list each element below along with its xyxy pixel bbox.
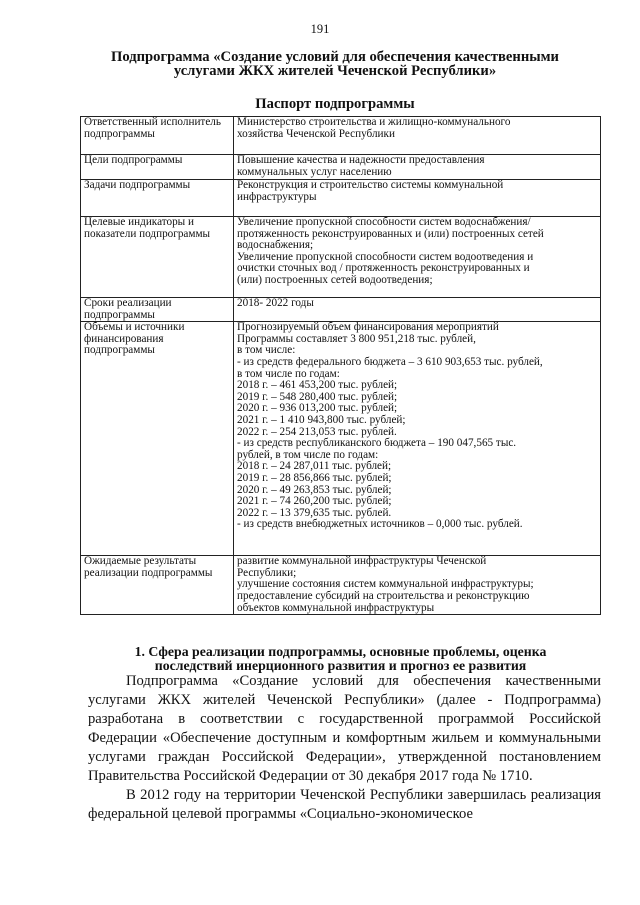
table-row (81, 117, 601, 155)
table-row (81, 322, 601, 556)
table-row (81, 298, 601, 322)
page-number: 191 (310, 22, 330, 36)
document-title (70, 50, 600, 78)
title-line: услугами ЖКХ жителей Чеченской Республики» (173, 63, 497, 79)
row-value: Реконструкция и строительство системы коммунальной инфраструктуры (234, 180, 601, 217)
passport-table (80, 116, 601, 615)
row-label: Ответственный исполнитель подпрограммы (81, 117, 234, 155)
row-label: Ожидаемые результаты реализации подпрограммы (81, 556, 234, 615)
table-row (81, 155, 601, 180)
row-value: развитие коммунальной инфраструктуры Чеченской Республики; улучшение состояния систем коммунальной инфраструктуры; предоставление субсидий на строительства и реконструкцию объектов коммунальной инфраструктуры (234, 556, 601, 615)
paragraph: Подпрограмма «Создание условий для обеспечения качественными услугами ЖКХ жителей Чеченской Республики» (далее - Подпрограмма) разработана в соответствии с государственной программой Российской Федерации «Обеспечение доступным и комфортным жильем и коммунальными услугами граждан Российской Федерации», утвержденной постановлением Правительства Российской Федерации от 30 декабря 2017 года № 1710. (88, 673, 601, 784)
row-label: Сроки реализации подпрограммы (81, 298, 234, 322)
table-row (81, 180, 601, 217)
passport-heading: Паспорт подпрограммы (255, 96, 415, 112)
row-value: Увеличение пропускной способности систем водоснабжения/ протяженность реконструированных и (или) построенных сетей водоснабжения; Увеличение пропускной способности систем водоотведения и очистки сточных вод / протяженность реконструированных и (или) построенных сетей водоотведения; (234, 217, 601, 298)
row-label: Объемы и источники финансирования подпрограммы (81, 322, 234, 556)
section-title: 1. Сфера реализации подпрограммы, основные проблемы, оценка последствий инерционного развития и прогноз ее развития (134, 644, 547, 673)
table-row (81, 556, 601, 615)
title-line: Подпрограмма «Создание условий для обеспечения качественными (111, 49, 559, 65)
row-value: Прогнозируемый объем финансирования мероприятий Программы составляет 3 800 951,218 тыс. рублей, в том числе: - из средств федерального бюджета – 3 610 903,653 тыс. рублей, в том числе по годам: 2018 г. – 461 453,200 тыс. рублей; 2019 г. – 548 280,400 тыс. рублей; 2020 г. – 936 013,200 тыс. рублей; 2021 г. – 1 410 943,800 тыс. рублей; 2022 г. – 254 213,053 тыс. рублей. - из средств республиканского бюджета – 190 047,565 тыс. рублей, в том числе по годам: 2018 г. – 24 287,011 тыс. рублей; 2019 г. – 28 856,866 тыс. рублей; 2020 г. – 49 263,853 тыс. рублей; 2021 г. – 74 260,200 тыс. рублей; 2022 г. – 13 379,635 тыс. рублей. - из средств внебюджетных источников – 0,000 тыс. рублей. (234, 322, 601, 556)
row-value: Повышение качества и надежности предоставления коммунальных услуг населению (234, 155, 601, 180)
row-value: 2018- 2022 годы (234, 298, 601, 322)
row-label: Задачи подпрограммы (81, 180, 234, 217)
row-label: Цели подпрограммы (81, 155, 234, 180)
paragraph: В 2012 году на территории Чеченской Республики завершилась реализация федеральной целевой программы «Социально-экономическое (88, 787, 601, 822)
row-label: Целевые индикаторы и показатели подпрограммы (81, 217, 234, 298)
row-value: Министерство строительства и жилищно-коммунального хозяйства Чеченской Республики (234, 117, 601, 155)
table-row (81, 217, 601, 298)
body-text (88, 672, 601, 824)
